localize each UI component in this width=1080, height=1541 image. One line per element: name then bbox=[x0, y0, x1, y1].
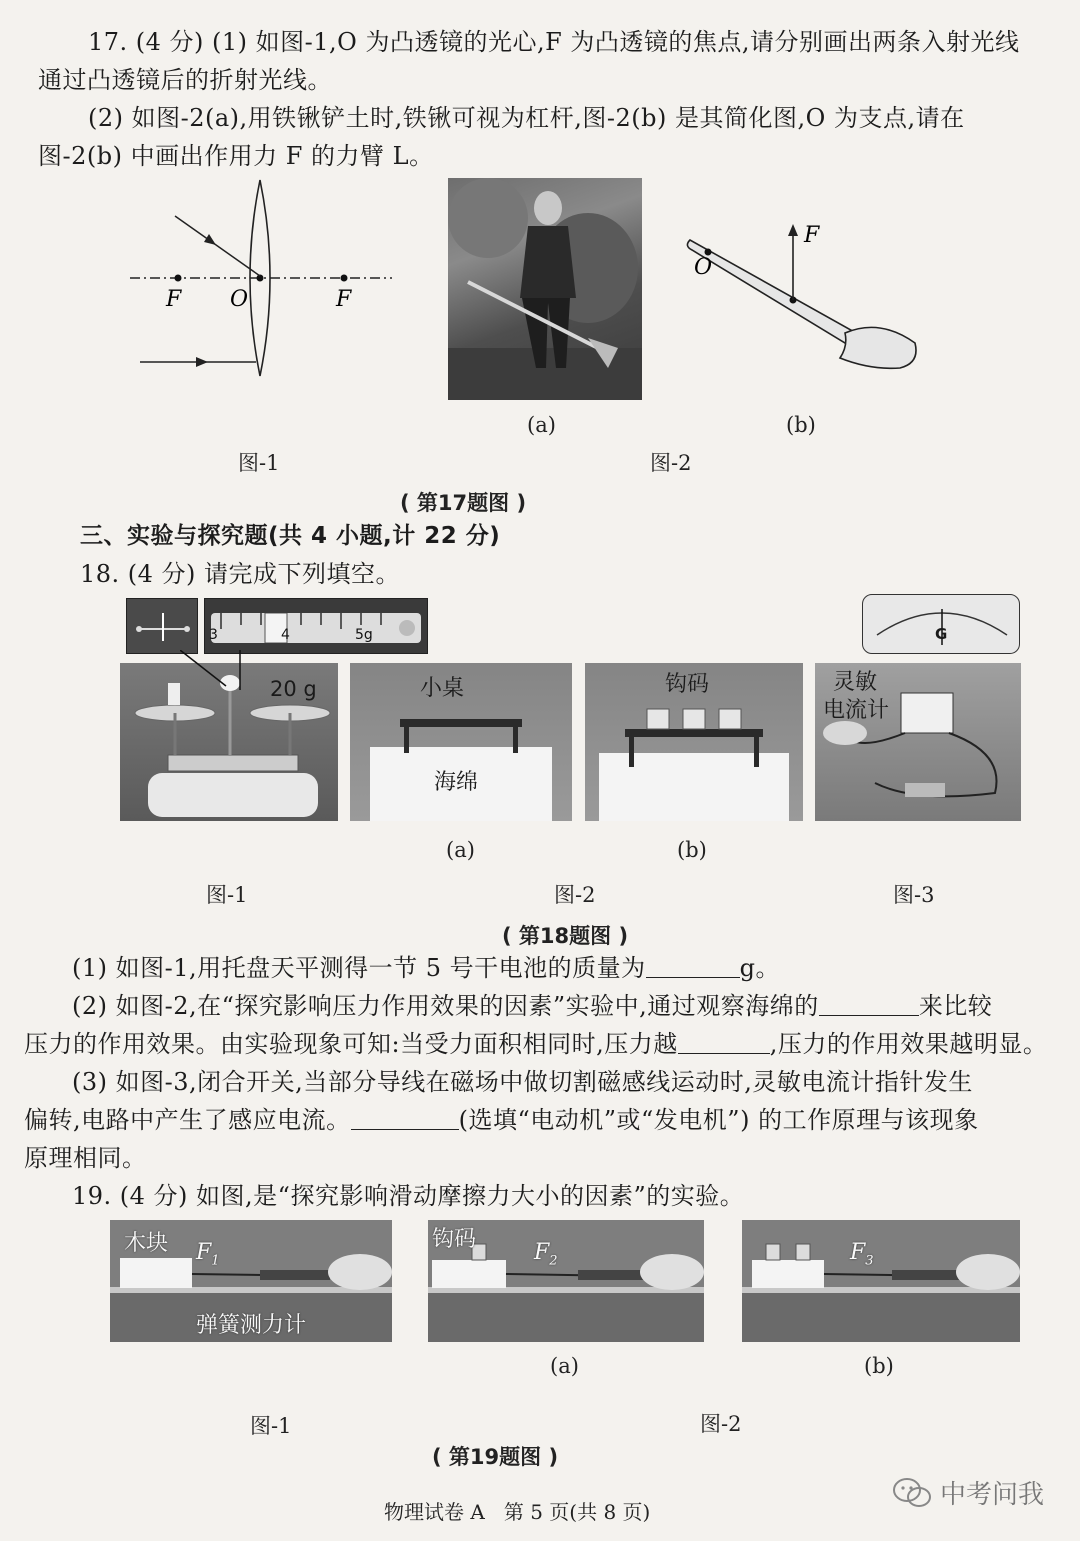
arrow-up-icon bbox=[788, 224, 798, 236]
focus-left-label: F bbox=[166, 287, 182, 312]
focus-left-point bbox=[175, 275, 182, 282]
force-2-letter: F bbox=[534, 1240, 550, 1265]
incident-ray-through-center bbox=[175, 216, 260, 276]
q18-part-1-unit: g。 bbox=[739, 954, 781, 982]
weights-label: 钩码 bbox=[665, 672, 710, 697]
q19-sub-b: (b) bbox=[864, 1354, 894, 1378]
q19-fig-1: 图-1 bbox=[250, 1414, 292, 1438]
convex-lens-diagram bbox=[120, 170, 410, 410]
force-1-letter: F bbox=[196, 1240, 212, 1265]
force-2-subscript: 2 bbox=[549, 1253, 558, 1269]
q18-intro: 18. (4 分) 请完成下列填空。 bbox=[80, 560, 401, 588]
q19-fig-2: 图-2 bbox=[700, 1412, 742, 1436]
force-2-label bbox=[534, 1240, 558, 1268]
q18-answer-blank-3[interactable] bbox=[678, 1028, 770, 1054]
shovel-photo bbox=[448, 178, 642, 400]
q18-part-2b-text: 压力的作用效果。由实验现象可知:当受力面积相同时,压力越 bbox=[24, 1030, 678, 1058]
table-with-weights-photo-b bbox=[585, 663, 803, 821]
wechat-icon bbox=[892, 1476, 932, 1510]
force-1-subscript: 1 bbox=[211, 1253, 220, 1269]
q18-part-2b bbox=[24, 1026, 1047, 1062]
q18-part-1 bbox=[72, 950, 780, 986]
q18-answer-blank-1[interactable] bbox=[646, 952, 740, 978]
scale-mark-4: 4 bbox=[281, 627, 290, 643]
fulcrum-label: O bbox=[694, 255, 713, 280]
balance-weight-label: 20 g bbox=[270, 677, 317, 701]
q17-sub-a: (a) bbox=[527, 413, 556, 437]
q18-part-2a-end: 来比较 bbox=[918, 992, 993, 1020]
force-3-label bbox=[850, 1240, 874, 1268]
galvanometer-dial-inset bbox=[862, 594, 1020, 654]
q18-part-3b-end: (选填“电动机”或“发电机”) 的工作原理与该现象 bbox=[458, 1106, 979, 1134]
q17-line-4: 图-2(b) 中画出作用力 F 的力臂 L。 bbox=[38, 142, 434, 170]
q18-sub-b: (b) bbox=[677, 838, 707, 862]
q17-line-1: 17. (4 分) (1) 如图-1,O 为凸透镜的光心,F 为凸透镜的焦点,请分别画出两条入射光线 bbox=[88, 28, 1020, 56]
force-3-subscript: 3 bbox=[865, 1253, 874, 1269]
q18-fig-1: 图-1 bbox=[206, 883, 248, 907]
q17-line-2: 通过凸透镜后的折射光线。 bbox=[38, 66, 332, 94]
q18-sub-a: (a) bbox=[446, 838, 475, 862]
inset-pointer-lines bbox=[180, 650, 260, 690]
arrow-icon bbox=[204, 234, 216, 245]
table-label: 小桌 bbox=[420, 676, 465, 701]
scale-mark-3: 3 bbox=[209, 627, 218, 643]
q18-part-2a bbox=[72, 988, 992, 1024]
sponge-label: 海绵 bbox=[434, 770, 479, 795]
focus-right-label: F bbox=[336, 287, 352, 312]
q18-fig-3: 图-3 bbox=[893, 883, 935, 907]
force-3-letter: F bbox=[850, 1240, 866, 1265]
q18-part-3a: (3) 如图-3,闭合开关,当部分导线在磁场中做切割磁感线运动时,灵敏电流计指针发生 bbox=[72, 1068, 973, 1096]
q18-part-3b-text: 偏转,电路中产生了感应电流。 bbox=[24, 1106, 351, 1134]
balance-scale-inset bbox=[204, 598, 428, 654]
friction-photo-fig2a bbox=[428, 1220, 704, 1342]
optical-center-label: O bbox=[230, 287, 249, 312]
q17-line-3: (2) 如图-2(a),用铁锹铲土时,铁锹可视为杠杆,图-2(b) 是其简化图,O 为支点,请在 bbox=[88, 104, 965, 132]
focus-right-point bbox=[341, 275, 348, 282]
page-footer: 物理试卷 A 第 5 页(共 8 页) bbox=[384, 1500, 651, 1524]
galvanometer-label-1: 灵敏 bbox=[833, 670, 878, 695]
weight-label-fig2: 钩码 bbox=[432, 1227, 477, 1252]
q18-answer-blank-4[interactable] bbox=[351, 1104, 459, 1130]
force-label: F bbox=[804, 223, 820, 248]
q18-part-3c: 原理相同。 bbox=[24, 1144, 147, 1172]
q18-caption: ( 第18题图 ) bbox=[502, 924, 629, 948]
scale-mark-5: 5g bbox=[355, 627, 373, 643]
friction-photo-fig2b bbox=[742, 1220, 1020, 1342]
q18-part-1-text: (1) 如图-1,用托盘天平测得一节 5 号干电池的质量为 bbox=[72, 954, 646, 982]
q19-sub-a: (a) bbox=[550, 1354, 579, 1378]
watermark-text: 中考问我 bbox=[940, 1480, 1045, 1510]
balance-pointer-inset bbox=[126, 598, 198, 654]
block-label: 木块 bbox=[124, 1231, 169, 1256]
spring-scale-label: 弹簧测力计 bbox=[196, 1313, 307, 1338]
q17-fig-2: 图-2 bbox=[650, 451, 692, 475]
q18-fig-2: 图-2 bbox=[554, 883, 596, 907]
q18-part-2b-end: ,压力的作用效果越明显。 bbox=[769, 1030, 1048, 1058]
watermark bbox=[892, 1474, 1044, 1511]
friction-photo-fig1 bbox=[110, 1220, 392, 1342]
q18-part-2a-text: (2) 如图-2,在“探究影响压力作用效果的因素”实验中,通过观察海绵的 bbox=[72, 992, 819, 1020]
arrow-icon bbox=[196, 357, 208, 367]
section-3-title: 三、实验与探究题(共 4 小题,计 22 分) bbox=[80, 523, 501, 549]
q19-intro: 19. (4 分) 如图,是“探究影响滑动摩擦力大小的因素”的实验。 bbox=[72, 1182, 745, 1210]
table-on-sponge-photo-a bbox=[350, 663, 572, 821]
shovel-lever-diagram bbox=[680, 218, 930, 378]
q18-part-3b bbox=[24, 1102, 979, 1138]
galvanometer-letter: G bbox=[935, 625, 948, 643]
galvanometer-label-2: 电流计 bbox=[823, 698, 890, 723]
q18-answer-blank-2[interactable] bbox=[819, 990, 919, 1016]
q19-caption: ( 第19题图 ) bbox=[432, 1445, 559, 1469]
galvanometer-circuit-photo bbox=[815, 663, 1021, 821]
force-1-label bbox=[196, 1240, 220, 1268]
q17-sub-b: (b) bbox=[786, 413, 816, 437]
q17-caption: ( 第17题图 ) bbox=[400, 491, 527, 515]
q17-fig-1: 图-1 bbox=[238, 451, 280, 475]
